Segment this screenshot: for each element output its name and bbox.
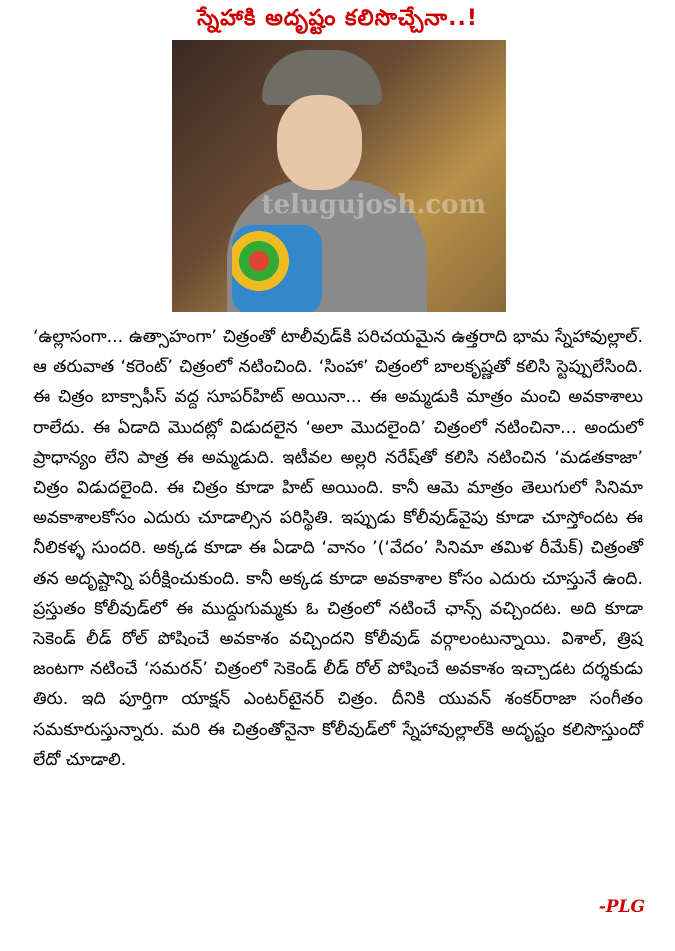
- bag-shape: [232, 225, 322, 312]
- article-paragraph: ‘ఉల్లాసంగా... ఉత్సాహంగా’ చిత్రంతో టాలీవుడ్‌కి పరిచయమైన ఉత్తరాది భామ స్నేహావుల్లాల్. ఆ తరువాత ‘కరెంట్’ చిత్రంలో నటించింది. ‘సింహా’ చిత్రంలో బాలకృష్ణతో కలిసి స్టెప్పులేసింది. ఈ చిత్రం బాక్సాఫీస్ వద్ద సూపర్‌హిట్ అయినా... ఈ అమ్మడుకి మాత్రం మంచి అవకాశాలు రాలేదు. ఈ ఏడాది మొదట్లో విడుదలైన ‘అలా మొదలైంది’ చిత్రంలో నటించినా... అందులో ప్రాధాన్యం లేని పాత్ర ఈ అమ్మడుది. ఇటీవల అల్లరి నరేష్‌తో కలిసి నటించిన ‘మడతకాజా’ చిత్రం విడుదలైంది. ఈ చిత్రం కూడా హిట్ అయింది. కానీ ఆమె మాత్రం తెలుగులో సినిమా అవకాశాలకోసం ఎదురు చూడాల్సిన పరిస్థితి. ఇప్పుడు కోలీవుడ్‌వైపు కూడా చూస్తోందట ఈ నీలికళ్ళ సుందరి. అక్కడ కూడా ఈ ఏడాది ‘వానం ’(‘వేదం’ సినిమా తమిళ రీమేక్) చిత్రంతో తన అదృష్టాన్ని పరీక్షించుకుంది. కానీ అక్కడ కూడా అవకాశాల కోసం ఎదురు చూస్తునే ఉంది. ప్రస్తుతం కోలీవుడ్‌లో ఈ ముద్దుగుమ్మకు ఓ చిత్రంలో నటించే ఛాన్స్ వచ్చిందట. అది కూడా సెకెండ్ లీడ్ రోల్ పోషించే అవకాశం వచ్చిందని కోలీవుడ్ వర్గాలంటున్నాయి. విశాల్, త్రిష జంటగా నటించే ‘సమరన్’ చిత్రంలో సెకెండ్ లీడ్ రోల్ పోషించే అవకాశం ఇచ్చాడట దర్శకుడు తిరు. ఇది పూర్తిగా యాక్షన్ ఎంటర్‌టైనర్ చిత్రం. దీనికి యువన్ శంకర్‌రాజా సంగీతం సమకూరుస్తున్నారు. మరి ఈ చిత్రంతోనైనా కోలీవుడ్‌లో స్నేహావుల్లాల్‌కి అదృష్టం కలిసొస్తుందో లేదో చూడాలి.: [33, 327, 643, 770]
- author-signature: -PLG: [598, 897, 645, 917]
- photo-watermark: telugujosh.com: [261, 190, 486, 220]
- face-shape: [277, 95, 362, 190]
- article-body: [33, 322, 643, 775]
- headline: స్నేహాకి అదృష్టం కలిసొచ్చేనా..!: [197, 6, 478, 31]
- article-photo: [172, 40, 506, 312]
